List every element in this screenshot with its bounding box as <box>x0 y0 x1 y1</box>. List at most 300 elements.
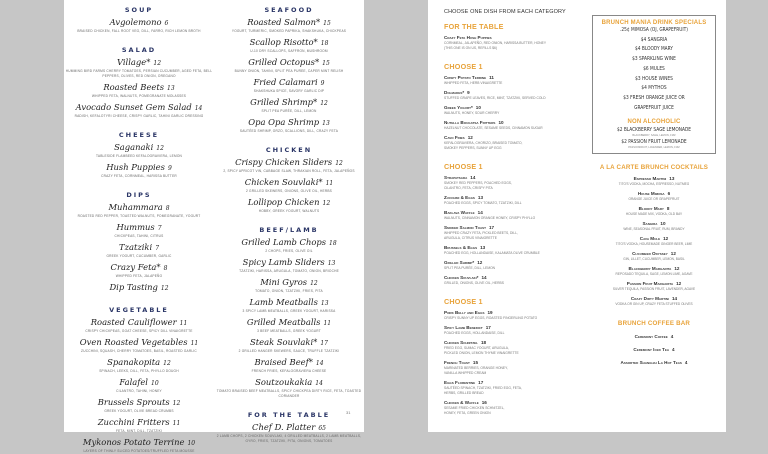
course-item-title: Grilled Shrimp* <box>444 260 475 265</box>
course-item-price: 15 <box>472 360 479 365</box>
item-description: HOBBY, GREEK YOGURT, WALNUTS <box>258 209 320 213</box>
menu-item <box>64 282 214 294</box>
course-item-price: 10 <box>498 120 504 125</box>
cocktail-title: Espresso Martini <box>633 176 667 181</box>
course-item-price: 11 <box>489 75 494 80</box>
course-item <box>444 380 594 396</box>
menu-item <box>214 257 364 274</box>
menu-item <box>64 397 214 414</box>
brunch-menu-page <box>428 0 726 432</box>
item-price: 12 <box>322 200 331 207</box>
menu-item <box>64 162 214 179</box>
item-title: Roasted Beets <box>103 82 165 92</box>
coffee-list <box>590 334 718 366</box>
item-name <box>214 257 364 269</box>
item-description: FRENCH FRIES, KEFALOGRAVIERA CHEESE <box>251 369 327 373</box>
item-title: Roasted Salmon* <box>247 17 321 27</box>
menu-item <box>214 297 364 314</box>
cocktail-title: Cava Mule <box>639 236 661 241</box>
course-item-description-2: CILANTRO, FETA, CRISPY PITA <box>444 186 493 190</box>
item-price: 14 <box>315 360 324 367</box>
item-title: Muhammara <box>108 202 163 212</box>
menu-item <box>214 17 364 34</box>
course-item-title: Nutella Bougatsa Fritters <box>444 120 496 125</box>
course-item-description: WHIPPED FETA, HERB VINAIGRETTE <box>444 81 503 85</box>
item-price: 12 <box>320 100 328 107</box>
item-price: 7 <box>157 225 162 232</box>
cocktail-title: House Mimosa <box>637 191 665 196</box>
item-price: 18 <box>329 240 337 247</box>
drink-special-line: $3 SPARKLING WINE <box>632 57 676 63</box>
item-price: 7 <box>155 245 160 252</box>
course-item-title: Baklava Waffle <box>444 210 475 215</box>
item-title: Hummus <box>116 222 155 232</box>
item-name <box>64 282 214 294</box>
course-heading: CHOOSE 1 <box>444 62 483 71</box>
drink-special-line: $6 MULES <box>643 66 665 72</box>
item-name <box>64 417 214 429</box>
item-title: Avocado Sunset Gem Salad <box>75 102 192 112</box>
item-description: 2 CHOPS, FRIES, OLIVE OIL <box>265 249 313 253</box>
cocktail-description: SILVER TEQUILA, PASSION FRUIT, LAVENDER, AGAVE <box>612 287 696 291</box>
item-price: 12 <box>156 145 164 152</box>
item-description: BRAISED CHICKEN, FALL ROOT VEG, DILL, FARRO, RICH LEMON BROTH <box>77 29 201 33</box>
item-name <box>64 262 214 274</box>
course-item-price: 14 <box>470 175 476 180</box>
course-item-description-2: ARUGULA, CITRUS VINAIGRETTE <box>444 236 497 240</box>
drink-special-line: GRAPEFRUIT JUICE <box>634 105 674 111</box>
non-alcoholic-description: PASSIONFRUIT, LAVENDER, LEMON, FIZZ <box>628 146 680 150</box>
non-alcoholic-description: BLACKBERRY, SAGE, LEMON, FIZZ <box>632 134 676 138</box>
course-item <box>444 105 594 116</box>
course-heading: CHOOSE 1 <box>444 297 483 306</box>
section-heading: SALAD <box>121 46 157 54</box>
item-title: Braised Beef* <box>254 357 313 367</box>
item-name <box>214 157 364 169</box>
menu-item <box>64 102 214 119</box>
menu-item <box>64 142 214 159</box>
course-item-description-2: SMOKEY PEPPERS, SUNNY UP EGG <box>444 146 502 150</box>
cocktail-item <box>590 266 718 276</box>
item-name <box>214 77 364 89</box>
course-item <box>444 245 594 256</box>
course-item-description-2: HERBS, GRILLED BREAD <box>444 391 484 395</box>
cocktail-item <box>590 206 718 216</box>
item-title: Grilled Octopus* <box>248 57 320 67</box>
item-name <box>64 357 214 369</box>
cocktail-title: Sangria <box>642 221 658 226</box>
item-price: 10 <box>187 440 196 447</box>
course-item-title: Eggs Florentine <box>444 380 476 385</box>
item-name <box>214 197 364 209</box>
item-title: Falafel <box>119 377 148 387</box>
cocktail-price: 13 <box>669 176 675 181</box>
course-item <box>444 120 594 131</box>
course-item-title: Brussels & Eggs <box>444 245 478 250</box>
drink-special-line: $4 MYTHOS <box>641 86 667 92</box>
course-item-title: Spicy Lamb Benedict <box>444 325 483 330</box>
section-heading: SOUP <box>124 6 154 14</box>
item-price: 14 <box>194 105 203 112</box>
menu-item <box>64 437 214 454</box>
item-title: Brussels Sprouts <box>97 397 170 407</box>
cocktail-item <box>590 221 718 231</box>
course-item-title: Strapatsada <box>444 175 468 180</box>
menu-item <box>214 117 364 134</box>
item-title: Grilled Shrimp* <box>250 97 318 107</box>
item-price: 12 <box>335 160 343 167</box>
item-name <box>64 57 214 69</box>
non-alcoholic-name: $2 BLACKBERRY SAGE LEMONADE <box>616 128 692 134</box>
item-description: WHIPPED FETA, JALAPEÑO <box>115 274 163 278</box>
menu-item <box>214 57 364 74</box>
cocktail-item <box>590 191 718 201</box>
menu-item <box>214 157 364 174</box>
item-name <box>214 37 364 49</box>
prix-fixe-column <box>444 0 594 416</box>
menu-item <box>214 197 364 214</box>
cocktail-price: 14 <box>671 296 678 301</box>
item-name <box>64 337 214 349</box>
course-item <box>444 310 594 321</box>
item-description: TOMATO, ONION, TZATZIKI, FRIES, PITA <box>255 289 323 293</box>
item-description: FETA, MINT, DILL, TZATZIKI <box>115 429 163 433</box>
item-name <box>64 102 214 114</box>
item-title: Tzatziki <box>118 242 153 252</box>
course-item <box>444 210 594 221</box>
course-item-description: SPLIT PEA PURÉE, DILL, LEMON <box>444 266 496 270</box>
item-title: Grilled Meatballs <box>246 317 321 327</box>
cocktail-description: REPOSADO TEQUILA, SAGE, LEMON LIME, AGAVE <box>615 272 693 276</box>
course-item-description-2: (THIS ONE IS ON US, REFILLS $6) <box>444 46 497 50</box>
item-description: CRISPY CHICKPEAS, GOAT CHEESE, SPICY DILL VINAIGRETTE <box>85 329 193 333</box>
drink-special-line: .25¢ MIMOSA (OJ, GRAPEFRUIT) <box>620 28 688 33</box>
item-price: 12 <box>153 60 162 67</box>
item-name <box>64 17 214 29</box>
course-item-description: FRIED EGG, SUMAC YOGURT, ARUGULA, <box>444 346 509 350</box>
item-description: 3 SPICY LAMB MEATBALLS, GREEK YOGURT, HARISSA <box>242 309 336 313</box>
item-price: 11 <box>325 180 334 187</box>
cocktail-item <box>590 236 718 246</box>
coffee-price: 4 <box>684 360 688 365</box>
cocktail-description: VODKA OR GIN UP, CRAZY FETA STUFFED OLIVES <box>615 302 693 306</box>
menu-item <box>64 242 214 259</box>
item-price: 13 <box>320 300 329 307</box>
menu-item <box>64 317 214 334</box>
course-item-description: MARINATED BERRIES, ORANGE HONEY, <box>444 366 508 370</box>
course-item <box>444 400 594 416</box>
cocktail-price: 10 <box>660 221 666 226</box>
course-item-price: 17 <box>489 225 495 230</box>
item-price: 13 <box>327 260 336 267</box>
non-alcoholic-heading: NON ALCOHOLIC <box>627 119 681 126</box>
item-description: TOMATO BRAISED BEEF MEATBALLS, SPICY CHICKPEA DIRTY RICE, FETA, TOASTED CORIANDER <box>216 389 362 398</box>
course-item-title: Chicken Schnitzel <box>444 340 478 345</box>
section-heading: BEEF/LAMB <box>259 226 319 234</box>
item-title: Lamb Meatballs <box>249 297 318 307</box>
item-name <box>64 317 214 329</box>
drink-specials-list <box>593 26 715 113</box>
section-heading: SEAFOOD <box>264 6 314 14</box>
course-item-description-2: HONEY, FETA, GREEN ONION <box>444 411 491 415</box>
menu-item <box>214 97 364 114</box>
cocktail-price: 12 <box>674 266 680 271</box>
course-item-title: Smoked Salmon Toast <box>444 225 486 230</box>
menu-item <box>214 177 364 194</box>
non-alcoholic-list <box>593 127 715 149</box>
menu-item <box>64 17 214 34</box>
item-price: 11 <box>190 340 199 347</box>
item-name <box>214 297 364 309</box>
course-item-description: SAUTÉED SPINACH, TZATZIKI, FRIED EGG, FETA, <box>444 386 522 390</box>
course-item-description: SESAME FRIED CHICKEN SCHNITZEL, <box>444 406 505 410</box>
section-heading: CHICKEN <box>265 146 313 154</box>
item-title: Crispy Chicken Sliders <box>235 157 333 167</box>
menu-item <box>64 377 214 394</box>
item-description: 2 GRILLED HANGER SKEWERS, SAUCE, TRUFFLE TZATZIKI <box>238 349 340 353</box>
cocktail-description: GIN, LILLET, CUCUMBER, LEMON, BASIL <box>623 257 685 261</box>
course-item-title: Chicken & Waffle <box>444 400 479 405</box>
item-name <box>214 177 364 189</box>
course-item-title: Cavo Fries <box>444 135 465 140</box>
item-name <box>64 242 214 254</box>
cocktail-title: Cucumber Odyssey <box>632 251 668 256</box>
item-description: SPLIT PEA PURÉE, DILL, LEMON <box>261 109 317 113</box>
item-description: SHAKSHUKA SPICE, SAVORY GARLIC DIP <box>253 89 325 93</box>
coffee-price: 4 <box>670 334 674 339</box>
menu-item <box>64 337 214 354</box>
coffee-item <box>590 360 718 366</box>
item-title: Fried Calamari <box>253 77 318 87</box>
course-item-price: 12 <box>477 260 483 265</box>
item-description: ROASTED RED PEPPER, TOASTED WALNUTS, POMEGRANATE, YOGURT <box>77 214 201 218</box>
item-description: CRAZY FETA, CORNMEAL, HARISSA BUTTER <box>101 174 177 178</box>
menu-item <box>214 317 364 334</box>
item-name <box>214 117 364 129</box>
coffee-price: 4 <box>672 347 675 352</box>
item-name <box>64 202 214 214</box>
item-description: 2 LAMB CHOPS, 2 CHICKEN SOUVLAKI, 4 GRILLED MEATBALLS, 2 LAMB MEATBALLS, GYRO, FRIES, TZATZIKI, PITA, ONIONS, TOMATOES <box>216 434 362 443</box>
menu-column-right <box>214 0 364 444</box>
menu-item <box>64 82 214 99</box>
item-price: 12 <box>160 285 169 292</box>
item-description: 2, SPICY APRICOT VIN, CABBAGE SLAW, THRAKIAN ROLL, FETA, JALAPEÑOS <box>223 169 355 173</box>
menu-item <box>214 277 364 294</box>
menu-item <box>64 222 214 239</box>
coffee-name: Ceremony Coffee <box>634 334 668 339</box>
drink-specials-heading: BRUNCH MANIA DRINK SPECIALS <box>601 20 707 26</box>
course-item-title: Pork Belly and Eggs <box>444 310 485 315</box>
cocktail-description: ORANGE JUICE OR GRAPEFRUIT <box>628 197 680 201</box>
item-title: Dip Tasting <box>109 282 158 292</box>
item-description: RADISH, KEFALOTYRI CHEESE, CRISPY GARLIC, TAHINI GARLIC DRESSING <box>74 114 204 118</box>
item-name <box>214 17 364 29</box>
course-item <box>444 90 594 101</box>
non-alcoholic-name: $2 PASSION FRUIT LEMONADE <box>621 140 687 146</box>
instruction-text: CHOOSE ONE DISH FROM EACH CATEGORY <box>444 9 566 15</box>
course-item <box>444 325 594 336</box>
item-description: YOGURT, TURMERIC, SMOKED PAPRIKA, SHAKSHUKA, CHICKPEAS <box>231 29 347 33</box>
item-title: Lollipop Chicken <box>247 197 320 207</box>
item-description: SAUTÉED SHRIMP, ORZO, SCALLIONS, DILL, CRAZY FETA <box>239 129 339 133</box>
course-item-title: Zucchini & Eggs <box>444 195 475 200</box>
menu-item <box>214 337 364 354</box>
item-name <box>214 377 364 389</box>
item-price: 18 <box>320 40 329 47</box>
item-title: Soutzoukakia <box>255 377 313 387</box>
course-item <box>444 135 594 151</box>
item-price: 11 <box>323 320 332 327</box>
item-title: Hush Puppies <box>106 162 165 172</box>
cocktail-price: 6 <box>667 191 671 196</box>
course-item-description: POACHED EGGS, HOLLANDAISE, DILL <box>444 331 505 335</box>
item-description: BUNNY ONION, TAHINI, SPLIT PEA PUREE, CAPER MINT RELISH <box>234 69 344 73</box>
course-item-title: Crispy Potato Terrine <box>444 75 487 80</box>
menu-item <box>214 37 364 54</box>
item-title: Spanakopita <box>107 357 161 367</box>
item-price: 14 <box>315 380 323 387</box>
menu-item <box>214 77 364 94</box>
item-price: 10 <box>151 380 159 387</box>
cocktail-item <box>590 296 718 306</box>
item-name <box>214 317 364 329</box>
menu-item <box>64 357 214 374</box>
item-title: Mini Gyros <box>260 277 308 287</box>
item-title: Scallop Risotto* <box>249 37 318 47</box>
item-title: Chicken Souvlaki* <box>244 177 323 187</box>
menu-item <box>214 357 364 374</box>
cocktail-price: 8 <box>666 206 670 211</box>
menu-item <box>64 417 214 434</box>
item-price: 6 <box>164 20 169 27</box>
course-item <box>444 360 594 376</box>
menu-item <box>214 237 364 254</box>
menu-column-left <box>64 0 214 454</box>
course-list <box>444 22 594 416</box>
course-item-price: 12 <box>467 135 473 140</box>
menu-item <box>64 202 214 219</box>
item-title: Avgolemono <box>109 17 162 27</box>
cocktail-price: 12 <box>670 251 676 256</box>
course-item-price: 17 <box>485 325 491 330</box>
course-heading: CHOOSE 1 <box>444 162 483 171</box>
course-item-price: 17 <box>478 380 484 385</box>
course-item <box>444 225 594 241</box>
item-name <box>64 82 214 94</box>
course-item-title: Crazy Feta Hush Puppies <box>444 35 492 40</box>
course-item <box>444 195 594 206</box>
item-name <box>64 397 214 409</box>
coffee-item <box>590 347 718 353</box>
dinner-menu-page <box>64 0 364 453</box>
course-item-price: 14 <box>477 210 483 215</box>
drink-specials-box <box>592 15 716 154</box>
course-item-description: GRILLED, ONIONS, OLIVE OIL, HERBS <box>444 281 504 285</box>
item-description: TZATZIKI, HARISSA, ARUGULA, TOMATO, ONION, BRIOCHE <box>239 269 339 273</box>
item-title: Spicy Lamb Sliders <box>242 257 325 267</box>
item-price: 15 <box>323 20 331 27</box>
course-item <box>444 175 594 191</box>
item-price: 8 <box>165 205 170 212</box>
item-title: Zucchini Fritters <box>97 417 170 427</box>
page-number: 31 <box>346 410 351 415</box>
section-heading: DIPS <box>126 191 152 199</box>
menu-item <box>214 422 364 444</box>
course-item-description-2: VANILLA WHIPPED CREAM <box>444 371 487 375</box>
item-title: Opa Opa Shrimp <box>248 117 320 127</box>
course-item-description: KEFALOGRAVIERA, CHORIZO, BRAISED TOMATO, <box>444 141 523 145</box>
item-description: SPINACH, LEEKS, DILL, FETA, PHYLLO DOUGH <box>99 369 179 373</box>
course-item-description: STUFFED GRAPE LEAVES, RICE, MINT, TZATZIKI, SERVED COLD <box>444 96 546 100</box>
course-item-description: POACHED EGG, HOLLANDAISE, KALAMATA OLIVE CRUMBLE <box>444 251 540 255</box>
course-item-description: WALNUTS, HONEY, SOUR CHERRY <box>444 111 500 115</box>
item-title: Crazy Feta* <box>110 262 161 272</box>
item-name <box>64 222 214 234</box>
cocktail-item <box>590 176 718 186</box>
course-item-price: 9 <box>467 90 470 95</box>
item-price: 12 <box>310 280 318 287</box>
item-name <box>64 142 214 154</box>
item-price: 17 <box>320 340 328 347</box>
course-item-description: CORNMEAL, JALAPEÑO, RED ONION, HARISSA BUTTER, HONEY <box>444 41 547 45</box>
section-heading: VEGETABLE <box>109 306 169 314</box>
course-item-title: Greek Yogurt* <box>444 105 473 110</box>
drink-special-line: $4 SANGRIA <box>640 37 668 43</box>
item-price: 13 <box>322 120 330 127</box>
item-description: WHIPPED FETA, WALNUTS, POMEGRANATE MOLASSES <box>91 94 187 98</box>
section-heading: CHEESE <box>118 131 160 139</box>
item-description: HUMMING BIRD FARMS CHERRY TOMATOES, PERSIAN CUCUMBER, AGED FETA, BELL PEPPERS, OLIVES, RED ONION, OREGANO <box>65 69 213 78</box>
cocktail-title: Bloody Mary <box>638 206 664 211</box>
drink-special-line: $3 HOUSE WINES <box>635 76 673 82</box>
menu-item <box>214 377 364 399</box>
course-item-description: POACHED EGGS, SPICY TOMATO, TZATZIKI, DILL <box>444 201 522 205</box>
menu-item <box>64 57 214 79</box>
coffee-name: Assorted Shanghai La Hot Teas <box>620 360 682 365</box>
item-description: 3 BEEF MEATBALLS, GREEK YOGURT <box>257 329 321 333</box>
item-title: Village* <box>116 57 151 67</box>
item-price: 9 <box>167 165 172 172</box>
course-item-price: 19 <box>487 310 493 315</box>
item-name <box>214 357 364 369</box>
item-description: U-10 DRY SCALLOPS, SAFFRON, MUSHROOM <box>250 49 328 53</box>
item-title: Chef D. Platter <box>252 422 316 432</box>
course-item-price: 16 <box>481 400 487 405</box>
item-title: Mykonos Potato Terrine <box>82 437 185 447</box>
course-item-description: SMOKEY RED PEPPERS, POACHED EGGS, <box>444 181 512 185</box>
course-item-price: 14 <box>481 275 487 280</box>
cocktail-title: Crazy Dirty Martini <box>630 296 669 301</box>
cocktail-title: Blackberry Margarita <box>628 266 672 271</box>
cocktail-price: 12 <box>676 281 682 286</box>
course-item-price: 13 <box>477 195 484 200</box>
coffee-item <box>590 334 718 340</box>
course-item-description: WALNUTS, CINNAMON ORANGE HONEY, CRISPY PHYLLO <box>444 216 536 220</box>
item-price: 12 <box>172 400 181 407</box>
item-description: LAYERS OF THINLY SLICED POTATOES/TRUFFLED FETA MOUSSE <box>83 449 195 453</box>
item-name <box>214 237 364 249</box>
coffee-bar-heading: BRUNCH COFFEE BAR <box>617 320 691 327</box>
item-title: Roasted Cauliflower <box>90 317 177 327</box>
course-item <box>444 340 594 356</box>
course-item <box>444 75 594 86</box>
item-description: TABLESIDE FLAMBEED KEFALOGRAVIERA, LEMON <box>96 154 182 158</box>
item-name <box>214 97 364 109</box>
drink-special-line: $3 FRESH ORANGE JUICE OR <box>623 95 685 101</box>
course-heading: FOR THE TABLE <box>444 22 504 31</box>
course-item-description-2: PICKLED ONION, LEMON THYME VINAIGRETTE <box>444 351 519 355</box>
item-price: 8 <box>163 265 168 272</box>
